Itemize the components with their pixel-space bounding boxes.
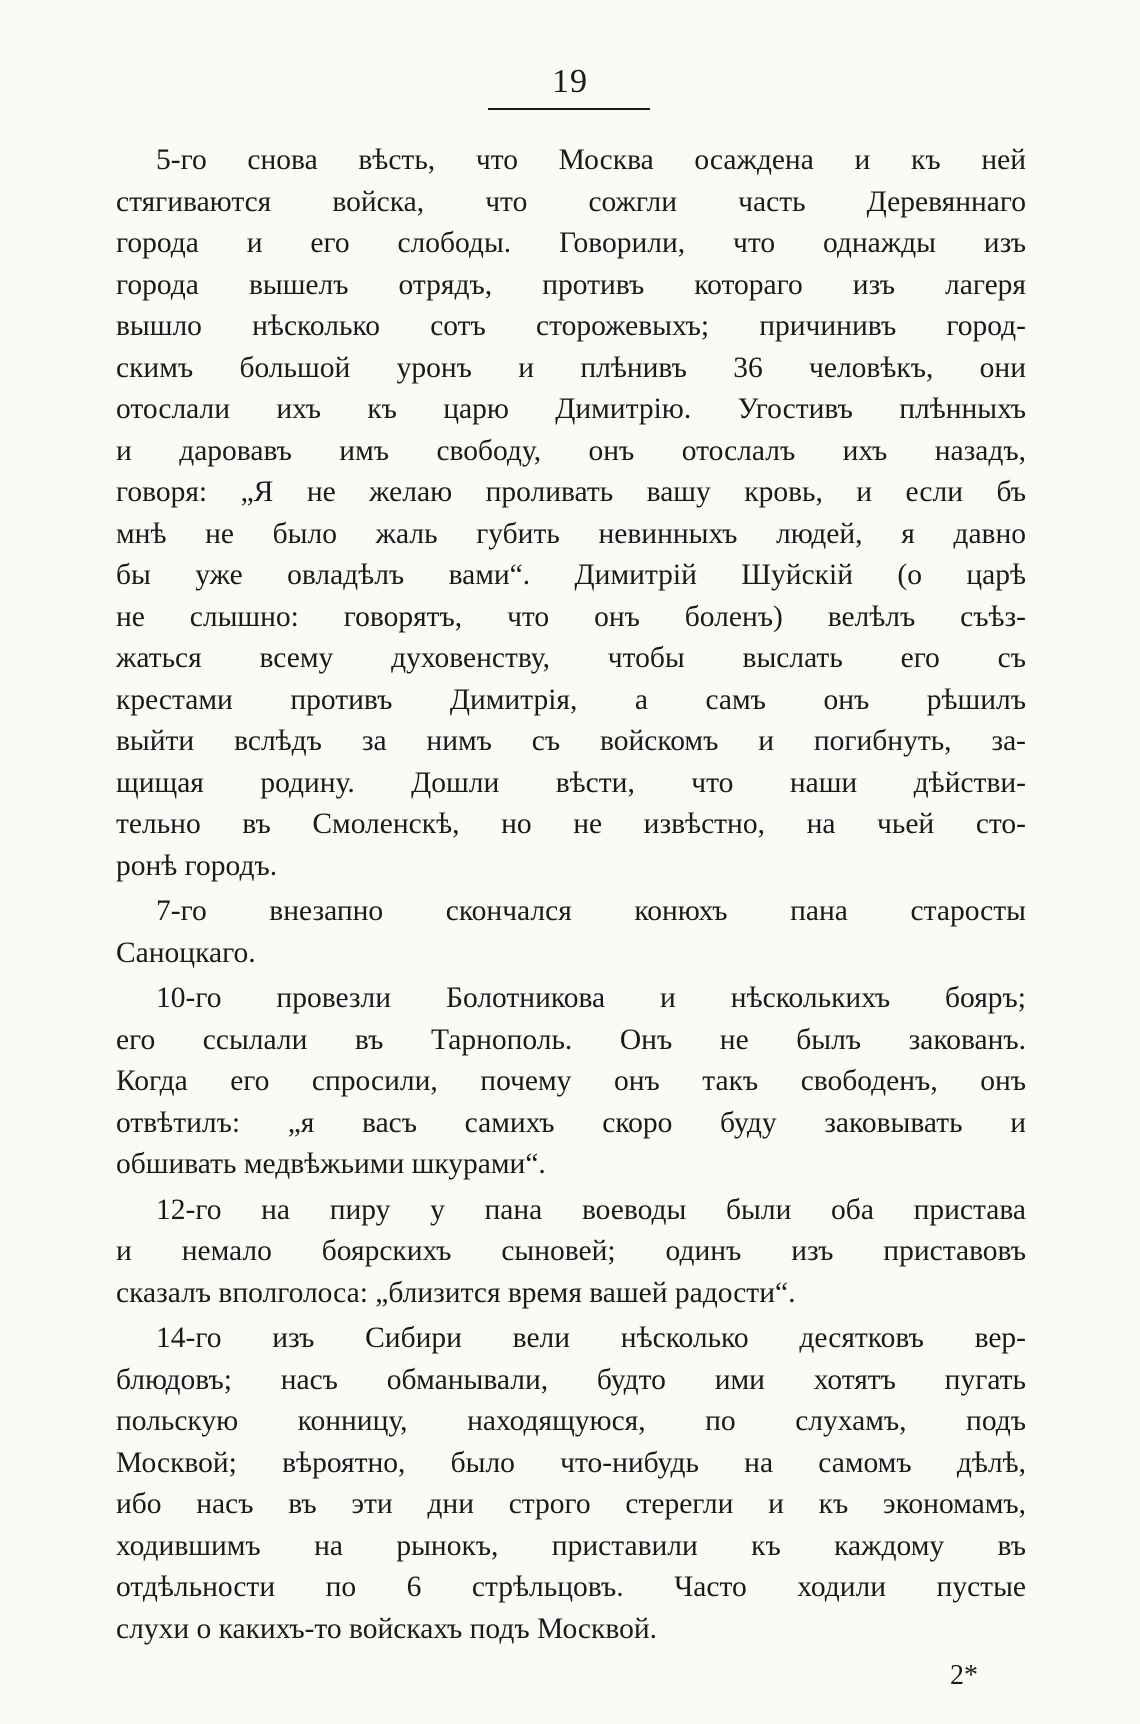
- text-line: скимъ большой уронъ и плѣнивъ 36 человѣкъ, они: [116, 351, 1026, 384]
- text-line: ронѣ городъ.: [116, 849, 278, 882]
- text-line: города вышелъ отрядъ, противъ котораго изъ лагеря: [116, 268, 1026, 301]
- text-line: бы уже овладѣлъ вами“. Димитрій Шуйскій (о царѣ: [116, 559, 1026, 591]
- text-line: 5-го снова вѣсть, что Москва осаждена и къ ней: [156, 144, 1026, 176]
- text-line: говоря: „Я не желаю проливать вашу кровь, и если бъ: [116, 476, 1026, 508]
- text-line: 12-го на пиру у пана воеводы были оба пристава: [156, 1193, 1026, 1226]
- text-line: не слышно: говорятъ, что онъ боленъ) велѣлъ съѣз-: [116, 600, 1026, 633]
- text-line: и даровавъ имъ свободу, онъ отослалъ ихъ назадъ,: [116, 434, 1026, 467]
- text-line: жаться всему духовенству, чтобы выслать его съ: [116, 642, 1026, 674]
- text-line: выйти вслѣдъ за нимъ съ войскомъ и погибнуть, за-: [116, 725, 1026, 757]
- paragraph: [116, 1190, 1026, 1315]
- header-rule: [488, 108, 650, 110]
- text-line: отвѣтилъ: „я васъ самихъ скоро буду заковывать и: [116, 1106, 1026, 1139]
- text-line: города и его слободы. Говорили, что однажды изъ: [116, 227, 1026, 259]
- body-text: [116, 140, 1026, 1650]
- page-number: 19: [552, 63, 588, 100]
- text-line: стягиваются войска, что сожгли часть Деревяннаго: [116, 185, 1026, 218]
- text-line: слухи о какихъ-то войскахъ подъ Москвой.: [116, 1612, 657, 1645]
- signature-mark: 2*: [950, 1660, 978, 1691]
- text-line: Саноцкаго.: [116, 936, 256, 969]
- text-line: ибо насъ въ эти дни строго стерегли и къ экономамъ,: [116, 1488, 1026, 1520]
- text-line: щищая родину. Дошли вѣсти, что наши дѣйстви-: [116, 766, 1026, 799]
- text-line: Москвой; вѣроятно, было что-нибудь на самомъ дѣлѣ,: [116, 1446, 1026, 1479]
- paragraph: [116, 1318, 1026, 1650]
- text-line: мнѣ не было жаль губить невинныхъ людей, я давно: [116, 517, 1026, 550]
- text-line: Когда его спросили, почему онъ такъ свободенъ, онъ: [116, 1065, 1026, 1097]
- paragraph: [116, 978, 1026, 1186]
- text-line: и немало боярскихъ сыновей; одинъ изъ приставовъ: [116, 1235, 1026, 1267]
- text-line: ходившимъ на рынокъ, приставили къ каждому въ: [116, 1529, 1026, 1562]
- paragraph: [116, 891, 1026, 974]
- text-line: польскую конницу, находящуюся, по слухамъ, подъ: [116, 1405, 1026, 1437]
- text-line: 7-го внезапно скончался конюхъ пана старосты: [156, 895, 1026, 927]
- text-line: тельно въ Смоленскѣ, но не извѣстно, на чьей сто-: [116, 808, 1026, 840]
- text-line: блюдовъ; насъ обманывали, будто ими хотятъ пугать: [116, 1363, 1026, 1396]
- text-line: 10-го провезли Болотникова и нѣсколькихъ бояръ;: [156, 982, 1026, 1014]
- paragraph: [116, 140, 1026, 887]
- text-line: крестами противъ Димитрія, а самъ онъ рѣшилъ: [116, 683, 1026, 716]
- text-line: отослали ихъ къ царю Димитрію. Угостивъ плѣнныхъ: [116, 393, 1026, 425]
- text-line: 14-го изъ Сибири вели нѣсколько десятковъ вер-: [156, 1322, 1026, 1354]
- text-line: обшивать медвѣжьими шкурами“.: [116, 1148, 546, 1180]
- text-line: его ссылали въ Тарнополь. Онъ не былъ закованъ.: [116, 1023, 1026, 1056]
- text-line: вышло нѣсколько сотъ сторожевыхъ; причинивъ город-: [116, 310, 1026, 342]
- text-line: отдѣльности по 6 стрѣльцовъ. Часто ходили пустые: [116, 1571, 1026, 1603]
- text-line: сказалъ вполголоса: „близится время вашей радости“.: [116, 1276, 796, 1309]
